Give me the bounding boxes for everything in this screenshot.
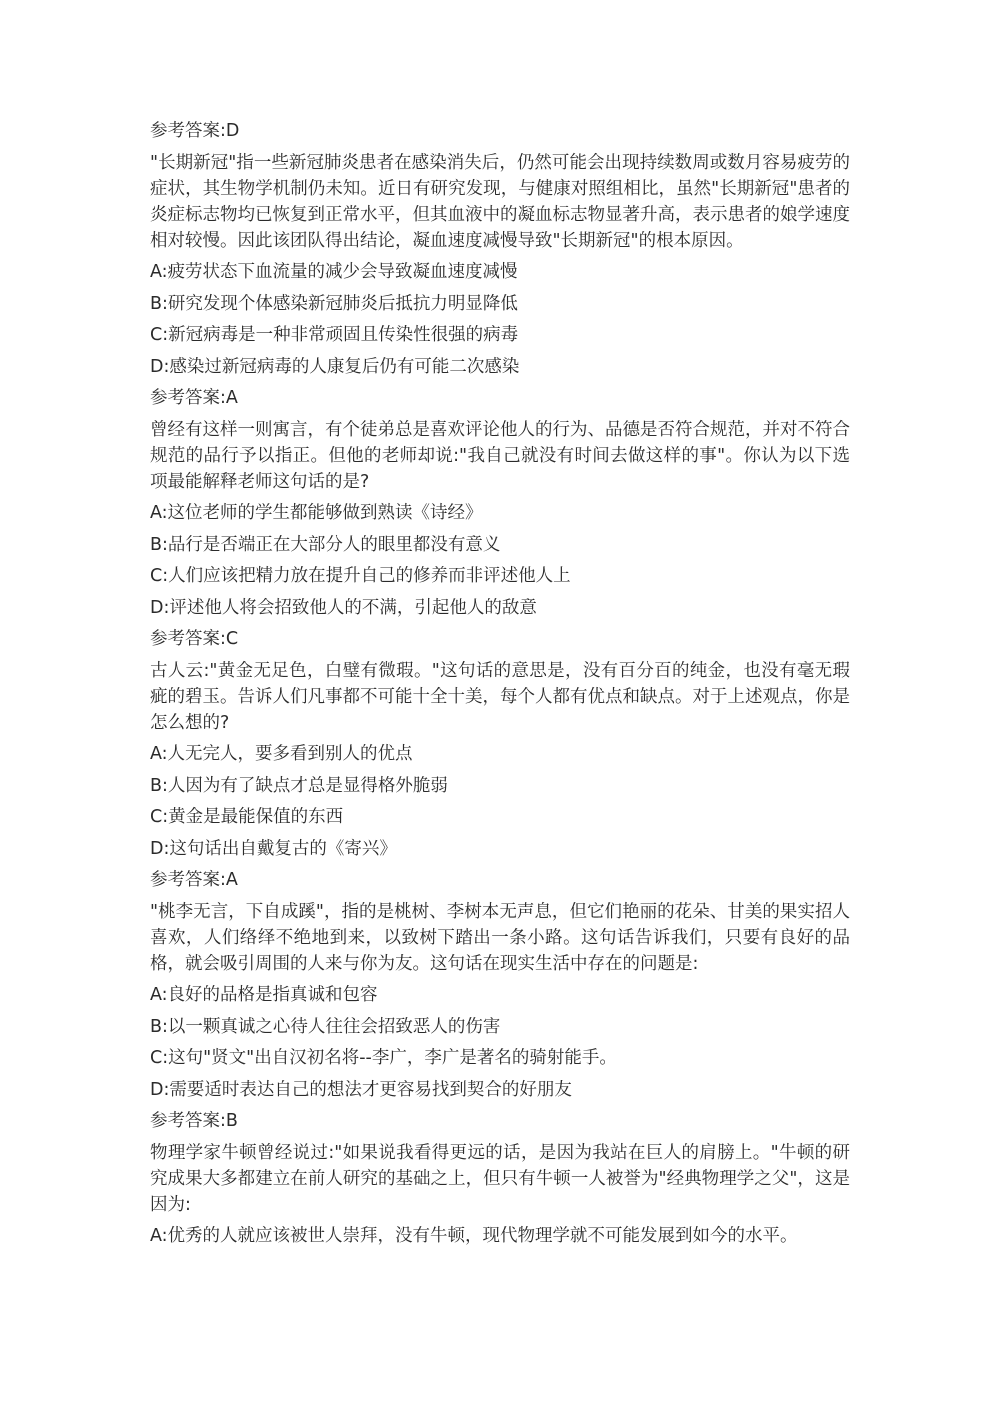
option-a: A:这位老师的学生都能够做到熟读《诗经》 (150, 503, 483, 523)
option-b: B:品行是否端正在大部分人的眼里都没有意义 (150, 534, 501, 555)
answer-key: 参考答案:A (150, 870, 238, 890)
question-text: "桃李无言，下自成蹊"，指的是桃树、李树本无声息，但它们艳丽的花朵、甘美的果实招人喜欢，人们络绎不绝地到来，以致树下踏出一条小路。这句话告诉我们，只要有良好的品格，就会吸引周围的人来与你为友。这句话在现实生活中存在的问题是: (150, 901, 850, 974)
question-text: "长期新冠"指一些新冠肺炎患者在感染消失后，仍然可能会出现持续数周或数月容易疲劳的症状，其生物学机制仍未知。近日有研究发现，与健康对照组相比，虽然"长期新冠"患者的炎症标志物均已恢复到正常水平，但其血液中的凝血标志物显著升高，表示患者的娘学速度相对较慢。因此该团队得出结论，凝血速度减慢导致"长期新冠"的根本原因。 (150, 152, 850, 251)
question-text: 物理学家牛顿曾经说过:"如果说我看得更远的话，是因为我站在巨人的肩膀上。"牛顿的研究成果大多都建立在前人研究的基础之上，但只有牛顿一人被誉为"经典物理学之父"，这是因为: (150, 1142, 850, 1215)
option-c: C:黄金是最能保值的东西 (150, 807, 344, 827)
option-b: B:以一颗真诚之心待人往往会招致恶人的伤害 (150, 1016, 501, 1037)
answer-key: 参考答案:A (150, 388, 238, 408)
option-d: D:这句话出自戴复古的《寄兴》 (150, 838, 397, 859)
answer-key: 参考答案:B (150, 1111, 238, 1131)
document-body (150, 118, 850, 1255)
option-b: B:研究发现个体感染新冠肺炎后抵抗力明显降低 (150, 293, 518, 314)
option-a: A:良好的品格是指真诚和包容 (150, 985, 378, 1005)
option-c: C:这句"贤文"出自汉初名将--李广，李广是著名的骑射能手。 (150, 1048, 617, 1068)
option-b: B:人因为有了缺点才总是显得格外脆弱 (150, 775, 448, 796)
option-c: C:人们应该把精力放在提升自己的修养而非评述他人上 (150, 566, 571, 586)
answer-key: 参考答案:C (150, 629, 239, 649)
question-text: 曾经有这样一则寓言，有个徒弟总是喜欢评论他人的行为、品德是否符合规范，并对不符合规范的品行予以指正。但他的老师却说:"我自己就没有时间去做这样的事"。你认为以下选项最能解释老师这句话的是? (150, 419, 850, 492)
question-text: 古人云:"黄金无足色，白璧有微瑕。"这句话的意思是，没有百分百的纯金，也没有毫无瑕疵的碧玉。告诉人们凡事都不可能十全十美，每个人都有优点和缺点。对于上述观点，你是怎么想的? (150, 660, 850, 733)
option-c: C:新冠病毒是一种非常顽固且传染性很强的病毒 (150, 325, 519, 345)
option-d: D:评述他人将会招致他人的不满，引起他人的敌意 (150, 597, 537, 618)
option-a: A:优秀的人就应该被世人崇拜，没有牛顿，现代物理学就不可能发展到如今的水平。 (150, 1226, 798, 1246)
option-a: A:疲劳状态下血流量的减少会导致凝血速度减慢 (150, 262, 518, 282)
option-d: D:感染过新冠病毒的人康复后仍有可能二次感染 (150, 356, 520, 377)
answer-key: 参考答案:D (150, 121, 240, 141)
option-d: D:需要适时表达自己的想法才更容易找到契合的好朋友 (150, 1079, 572, 1100)
option-a: A:人无完人，要多看到别人的优点 (150, 744, 413, 764)
